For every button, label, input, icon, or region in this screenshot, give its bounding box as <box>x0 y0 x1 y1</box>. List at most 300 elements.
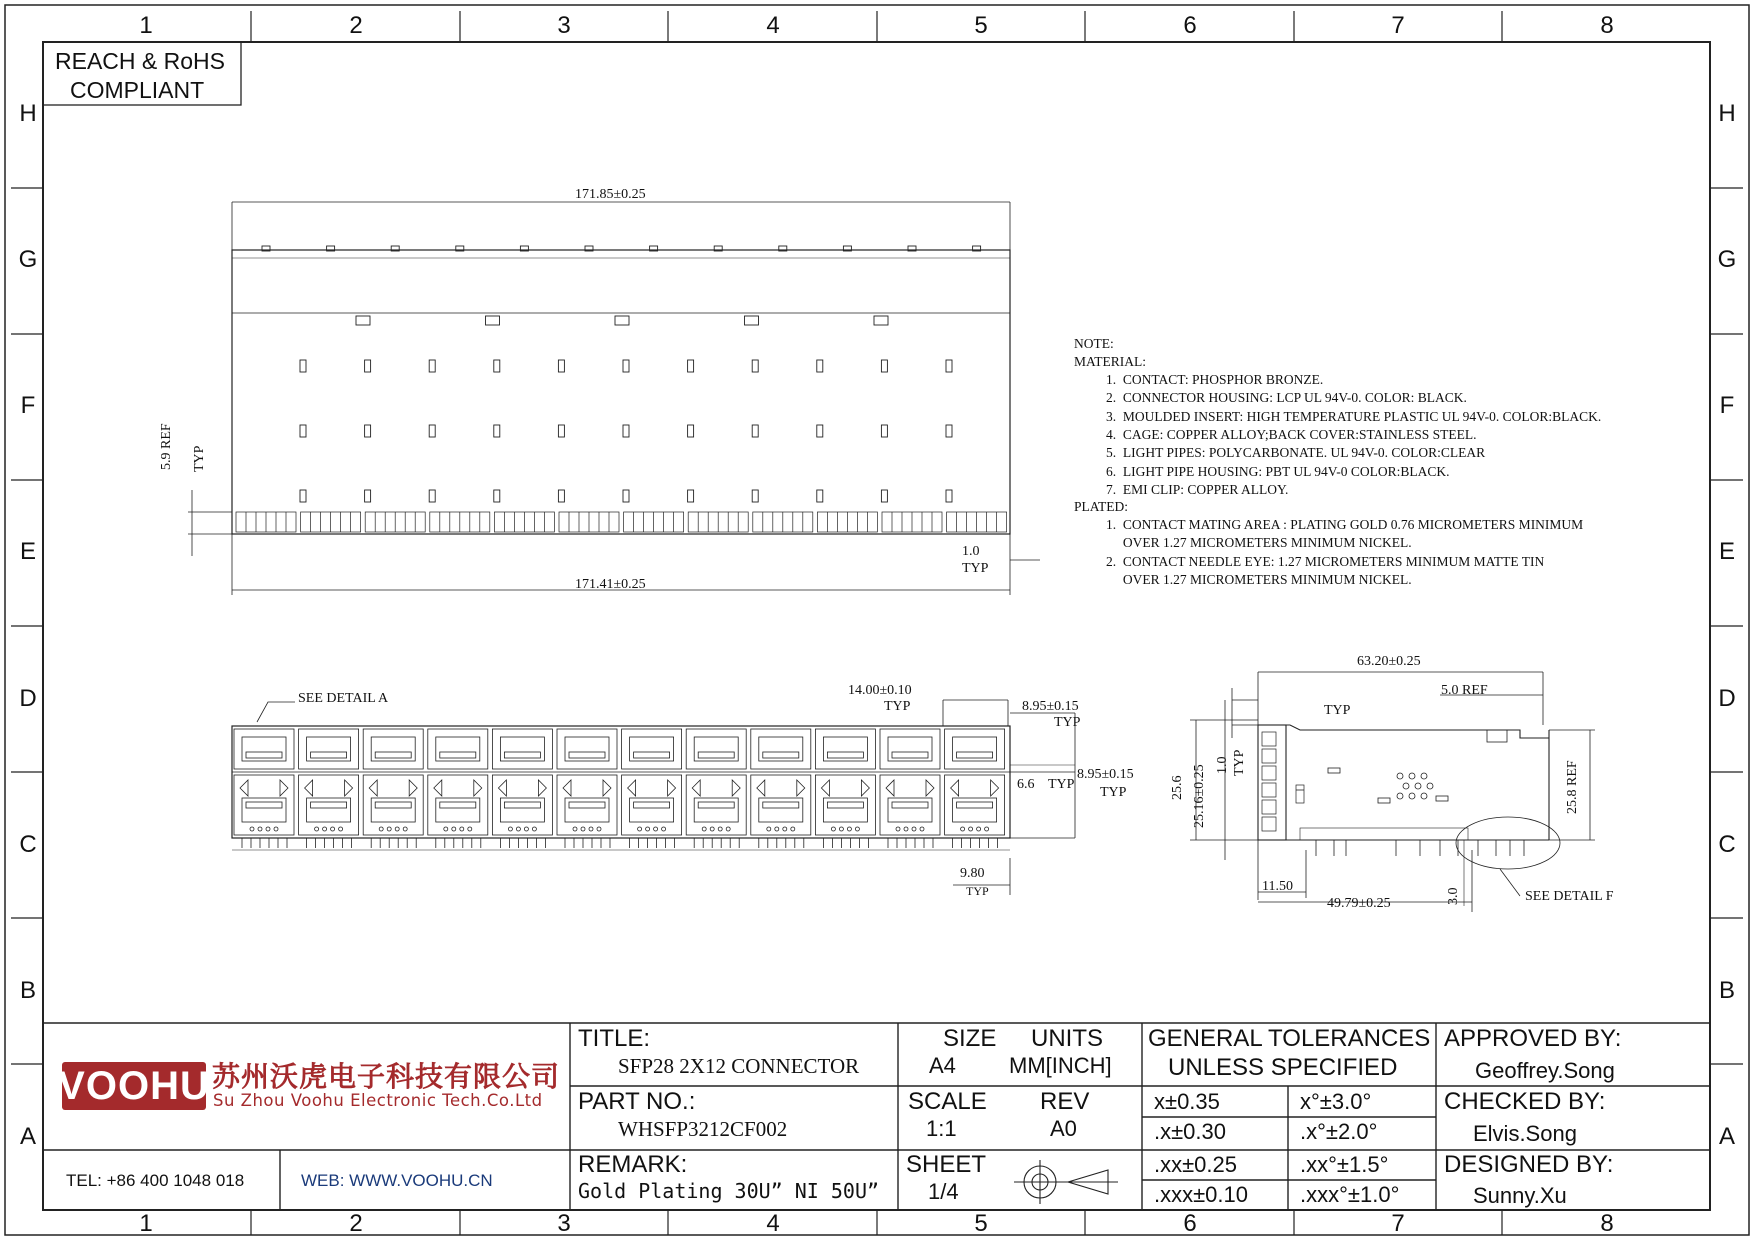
size-label: SIZE <box>943 1025 997 1052</box>
port-upper <box>751 729 811 769</box>
led-dot <box>331 827 335 831</box>
cage-tab <box>615 316 629 325</box>
column-label-top: 2 <box>349 12 363 39</box>
led-dot <box>315 827 319 831</box>
cage-slot <box>881 360 887 372</box>
led-dot <box>726 827 730 831</box>
light-pipe-right <box>668 780 676 796</box>
top-view <box>188 202 1040 595</box>
port-lower-opening <box>953 798 997 822</box>
port-lower-contacts <box>246 802 282 808</box>
light-pipe-right <box>732 780 740 796</box>
led-dot <box>468 827 472 831</box>
front-view <box>232 700 1075 898</box>
rev-value: A0 <box>1050 1116 1077 1141</box>
dim-right-typ: TYP <box>962 561 989 576</box>
row-label-left: E <box>19 538 37 565</box>
led-dot <box>395 827 399 831</box>
compliance-line-1: REACH & RoHS <box>55 48 225 74</box>
port-upper-contacts <box>375 752 411 758</box>
port-upper-contacts <box>698 752 734 758</box>
led-dot <box>516 827 520 831</box>
port-lower-contacts <box>440 802 476 808</box>
cage-slot <box>688 425 694 437</box>
led-dot <box>767 827 771 831</box>
row-label-right: E <box>1718 538 1736 565</box>
led-dot <box>274 827 278 831</box>
led-dot <box>654 827 658 831</box>
dim-980-typ: TYP <box>966 884 989 898</box>
dim-right-value: 1.0 <box>962 544 980 559</box>
vent-hole <box>1415 783 1421 789</box>
dim-side-258: 25.8 REF <box>1565 760 1580 814</box>
size-value: A4 <box>929 1053 956 1078</box>
port-upper-opening <box>888 737 932 761</box>
side-step <box>1262 732 1276 746</box>
company-name-chinese: 苏州沃虎电子科技有限公司 <box>212 1060 561 1093</box>
scale-label: SCALE <box>908 1088 987 1115</box>
column-label-bottom: 4 <box>766 1210 780 1237</box>
cage-slot <box>752 425 758 437</box>
dim-side-typ: TYP <box>1324 703 1351 718</box>
port-upper-opening <box>242 737 286 761</box>
led-dot <box>839 827 843 831</box>
led-dot <box>452 827 456 831</box>
led-dot <box>977 827 981 831</box>
note-material-item: 2. CONNECTOR HOUSING: LCP UL 94V-0. COLOR: BLACK. <box>1106 390 1467 406</box>
led-dot <box>961 827 965 831</box>
cage-slot <box>300 425 306 437</box>
projection-symbol <box>1014 1160 1118 1204</box>
led-dot <box>985 827 989 831</box>
dim-895-a: 8.95±0.15 <box>1022 699 1079 714</box>
top-view-bottom-fingers <box>236 512 1007 532</box>
dim-side-256: 25.6 <box>1170 775 1185 800</box>
led-dot <box>646 827 650 831</box>
note-material-item: 6. LIGHT PIPE HOUSING: PBT UL 94V-0 COLOR:BLACK. <box>1106 463 1450 479</box>
tolerance-angular: x°±3.0° <box>1300 1089 1372 1114</box>
row-label-right: A <box>1718 1123 1736 1150</box>
port-lower-contacts <box>634 802 670 808</box>
column-label-top: 3 <box>557 12 571 39</box>
column-label-bottom: 3 <box>557 1210 571 1237</box>
partno-label: PART NO.: <box>578 1088 696 1115</box>
port-lower-opening <box>242 798 286 822</box>
side-step <box>1262 817 1276 831</box>
see-detail-f: SEE DETAIL F <box>1525 889 1614 904</box>
title-value: SFP28 2X12 CONNECTOR <box>618 1054 860 1078</box>
cage-slot <box>688 490 694 502</box>
light-pipe-left <box>369 780 377 796</box>
port-upper <box>945 729 1005 769</box>
led-dot <box>581 827 585 831</box>
led-dot <box>718 827 722 831</box>
light-pipe-right <box>603 780 611 796</box>
led-dot <box>444 827 448 831</box>
led-dot <box>460 827 464 831</box>
led-dot <box>589 827 593 831</box>
port-upper-contacts <box>440 752 476 758</box>
dim-left-ref: 5.9 REF <box>159 423 174 470</box>
port-upper-opening <box>953 737 997 761</box>
port-lower-opening <box>436 798 480 822</box>
port-upper <box>557 729 617 769</box>
cage-slot <box>946 360 952 372</box>
vent-hole <box>1403 783 1409 789</box>
port-upper-contacts <box>892 752 928 758</box>
dim-side-ref: 5.0 REF <box>1441 683 1488 698</box>
approved-label: APPROVED BY: <box>1444 1025 1622 1052</box>
port-lower <box>299 775 359 835</box>
cage-slot <box>817 360 823 372</box>
note-plated-item: OVER 1.27 MICROMETERS MINIMUM NICKEL. <box>1106 571 1412 587</box>
port-upper-contacts <box>569 752 605 758</box>
compliance-line-2: COMPLIANT <box>70 77 205 103</box>
tolerance-linear: x±0.35 <box>1154 1089 1220 1114</box>
cage-slot <box>946 490 952 502</box>
cage-slot <box>429 425 435 437</box>
port-upper-contacts <box>957 752 993 758</box>
port-upper-opening <box>694 737 738 761</box>
dim-66: 6.6 <box>1017 777 1035 792</box>
led-dot <box>855 827 859 831</box>
units-label: UNITS <box>1031 1025 1103 1052</box>
led-dot <box>847 827 851 831</box>
port-upper-opening <box>823 737 867 761</box>
led-dot <box>791 827 795 831</box>
side-view-vent-holes <box>1397 773 1433 799</box>
row-label-right: F <box>1719 392 1735 419</box>
column-label-bottom: 8 <box>1600 1210 1614 1237</box>
port-lower-contacts <box>892 802 928 808</box>
led-dot <box>339 827 343 831</box>
led-dot <box>912 827 916 831</box>
port-upper-opening <box>307 737 351 761</box>
checked-value: Elvis.Song <box>1473 1121 1577 1146</box>
port-lower <box>751 775 811 835</box>
note-material-item: 5. LIGHT PIPES: POLYCARBONATE. UL 94V-0. COLOR:CLEAR <box>1106 445 1486 461</box>
dim-side-30: 3.0 <box>1446 887 1461 905</box>
column-label-bottom: 6 <box>1183 1210 1197 1237</box>
led-dot <box>638 827 642 831</box>
scale-value: 1:1 <box>926 1116 957 1141</box>
dim-left-typ: TYP <box>192 445 207 472</box>
tolerance-heading-1: GENERAL TOLERANCES <box>1148 1025 1431 1052</box>
port-lower-opening <box>823 798 867 822</box>
cage-slot <box>300 360 306 372</box>
dim-895-b: 8.95±0.15 <box>1077 767 1134 782</box>
port-upper-opening <box>630 737 674 761</box>
row-label-right: G <box>1717 246 1737 273</box>
light-pipe-left <box>886 780 894 796</box>
cage-slot <box>688 360 694 372</box>
dim-66-typ: TYP <box>1048 777 1075 792</box>
port-upper-contacts <box>763 752 799 758</box>
dim-bottom-width: 171.41±0.25 <box>575 577 646 592</box>
port-upper <box>299 729 359 769</box>
light-pipe-right <box>345 780 353 796</box>
front-view-ports <box>234 729 1005 848</box>
partno-value: WHSFP3212CF002 <box>618 1117 788 1141</box>
row-label-right: B <box>1718 977 1736 1004</box>
light-pipe-right <box>538 780 546 796</box>
port-lower-contacts <box>827 802 863 808</box>
port-lower-contacts <box>375 802 411 808</box>
vent-hole <box>1427 783 1433 789</box>
note-plated-item: 2. CONTACT NEEDLE EYE: 1.27 MICROMETERS MINIMUM MATTE TIN <box>1106 553 1545 569</box>
light-pipe-left <box>692 780 700 796</box>
led-dot <box>379 827 383 831</box>
tolerance-heading-2: UNLESS SPECIFIED <box>1168 1054 1398 1081</box>
port-upper <box>363 729 423 769</box>
designed-value: Sunny.Xu <box>1473 1183 1567 1208</box>
port-lower-opening <box>694 798 738 822</box>
tolerance-linear: .xx±0.25 <box>1154 1152 1238 1177</box>
column-label-top: 5 <box>974 12 988 39</box>
led-dot <box>969 827 973 831</box>
row-label-left: A <box>19 1123 37 1150</box>
dim-895-b-typ: TYP <box>1100 785 1127 800</box>
led-dot <box>266 827 270 831</box>
row-label-right: H <box>1718 100 1736 127</box>
dim-side-2516: 25.16±0.25 <box>1192 764 1207 828</box>
dim-side-10-typ: TYP <box>1232 749 1247 776</box>
light-pipe-right <box>280 780 288 796</box>
side-view-pins <box>1316 840 1524 856</box>
vent-hole <box>1421 773 1427 779</box>
port-lower-opening <box>371 798 415 822</box>
dim-side-1150: 11.50 <box>1262 879 1293 894</box>
vent-hole <box>1397 773 1403 779</box>
vent-hole <box>1409 793 1415 799</box>
light-pipe-right <box>991 780 999 796</box>
cage-slot <box>429 490 435 502</box>
port-lower-opening <box>307 798 351 822</box>
column-label-top: 6 <box>1183 12 1197 39</box>
tolerance-linear: .x±0.30 <box>1154 1119 1227 1144</box>
led-dot <box>524 827 528 831</box>
dim-side-10: 1.0 <box>1215 756 1230 774</box>
cage-tab <box>745 316 759 325</box>
tolerance-angular: .xxx°±1.0° <box>1300 1182 1400 1207</box>
led-dot <box>662 827 666 831</box>
column-label-top: 8 <box>1600 12 1614 39</box>
column-label-bottom: 1 <box>139 1210 153 1237</box>
see-detail-a: SEE DETAIL A <box>298 691 389 706</box>
rev-label: REV <box>1040 1088 1090 1115</box>
website-link[interactable]: WEB: WWW.VOOHU.CN <box>301 1171 493 1190</box>
cage-slot <box>881 425 887 437</box>
light-pipe-right <box>474 780 482 796</box>
port-lower <box>686 775 746 835</box>
cage-tab <box>874 316 888 325</box>
checked-label: CHECKED BY: <box>1444 1088 1606 1115</box>
port-upper <box>622 729 682 769</box>
note-material-item: 3. MOULDED INSERT: HIGH TEMPERATURE PLASTIC UL 94V-0. COLOR:BLACK. <box>1106 408 1602 424</box>
tolerance-angular: .xx°±1.5° <box>1300 1152 1389 1177</box>
row-ticks <box>11 188 1743 1064</box>
note-plated-item: 1. CONTACT MATING AREA : PLATING GOLD 0.76 MICROMETERS MINIMUM <box>1106 517 1584 532</box>
port-upper-contacts <box>634 752 670 758</box>
light-pipe-left <box>628 780 636 796</box>
port-upper <box>492 729 552 769</box>
port-lower <box>557 775 617 835</box>
note-plated-heading: PLATED: <box>1074 499 1128 514</box>
port-upper <box>234 729 294 769</box>
led-dot <box>573 827 577 831</box>
dim-top-width: 171.85±0.25 <box>575 187 646 202</box>
side-view-steps <box>1262 732 1276 831</box>
port-upper-opening <box>371 737 415 761</box>
cage-slot <box>300 490 306 502</box>
led-dot <box>775 827 779 831</box>
approved-value: Geoffrey.Song <box>1475 1058 1615 1083</box>
port-lower <box>815 775 875 835</box>
light-pipe-left <box>434 780 442 796</box>
light-pipe-left <box>498 780 506 796</box>
led-dot <box>783 827 787 831</box>
remark-value: Gold Plating 30U” NI 50U” <box>578 1179 880 1203</box>
column-label-bottom: 2 <box>349 1210 363 1237</box>
light-pipe-right <box>409 780 417 796</box>
led-dot <box>597 827 601 831</box>
tolerance-linear: .xxx±0.10 <box>1154 1182 1249 1207</box>
port-upper-contacts <box>504 752 540 758</box>
dim-side-4979: 49.79±0.25 <box>1327 896 1391 911</box>
cage-slot <box>817 490 823 502</box>
dim-port-pitch: 14.00±0.10 <box>848 683 912 698</box>
led-dot <box>258 827 262 831</box>
port-lower-contacts <box>569 802 605 808</box>
vent-hole <box>1409 773 1415 779</box>
port-upper-contacts <box>311 752 347 758</box>
dim-895-a-typ: TYP <box>1054 715 1081 730</box>
port-lower-contacts <box>957 802 993 808</box>
remark-label: REMARK: <box>578 1151 688 1178</box>
led-dot <box>702 827 706 831</box>
row-label-left: F <box>20 392 36 419</box>
port-lower <box>945 775 1005 835</box>
row-label-right: D <box>1718 685 1736 712</box>
note-material-item: 1. CONTACT: PHOSPHOR BRONZE. <box>1106 372 1324 387</box>
cage-slot <box>623 425 629 437</box>
port-upper <box>686 729 746 769</box>
cage-tab <box>486 316 500 325</box>
cage-slot <box>558 490 564 502</box>
led-dot <box>387 827 391 831</box>
port-lower <box>880 775 940 835</box>
cage-slot <box>623 360 629 372</box>
port-upper-opening <box>565 737 609 761</box>
note-material-heading: MATERIAL: <box>1074 354 1146 369</box>
port-lower-contacts <box>698 802 734 808</box>
port-lower <box>363 775 423 835</box>
port-lower-contacts <box>311 802 347 808</box>
vent-hole <box>1397 793 1403 799</box>
port-upper <box>880 729 940 769</box>
units-value: MM[INCH] <box>1009 1053 1112 1078</box>
port-lower <box>234 775 294 835</box>
port-upper-contacts <box>827 752 863 758</box>
light-pipe-left <box>951 780 959 796</box>
side-step <box>1262 783 1276 797</box>
port-upper-opening <box>436 737 480 761</box>
port-lower <box>428 775 488 835</box>
side-step <box>1262 749 1276 763</box>
led-dot <box>920 827 924 831</box>
column-label-top: 4 <box>766 12 780 39</box>
cage-slot <box>494 360 500 372</box>
sheet-label: SHEET <box>906 1151 987 1178</box>
dim-980: 9.80 <box>960 866 985 881</box>
port-lower-opening <box>500 798 544 822</box>
row-label-left: H <box>19 100 37 127</box>
column-label-bottom: 7 <box>1391 1210 1405 1237</box>
side-view <box>1190 672 1595 912</box>
led-dot <box>508 827 512 831</box>
dim-side-width: 63.20±0.25 <box>1357 654 1421 669</box>
row-label-left: G <box>18 246 38 273</box>
row-label-left: B <box>19 977 37 1004</box>
cage-slot <box>494 490 500 502</box>
cage-slot <box>429 360 435 372</box>
port-upper <box>815 729 875 769</box>
port-upper-opening <box>500 737 544 761</box>
cage-slot <box>881 490 887 502</box>
led-dot <box>896 827 900 831</box>
company-name-english: Su Zhou Voohu Electronic Tech.Co.Ltd <box>213 1091 543 1110</box>
light-pipe-left <box>821 780 829 796</box>
column-label-top: 7 <box>1391 12 1405 39</box>
port-lower <box>622 775 682 835</box>
light-pipe-right <box>926 780 934 796</box>
led-dot <box>532 827 536 831</box>
cage-slot <box>817 425 823 437</box>
dim-port-pitch-typ: TYP <box>884 699 911 714</box>
light-pipe-left <box>757 780 765 796</box>
cage-slot <box>558 425 564 437</box>
cage-slot <box>946 425 952 437</box>
port-upper-opening <box>759 737 803 761</box>
light-pipe-left <box>563 780 571 796</box>
cage-slot <box>558 360 564 372</box>
port-upper <box>428 729 488 769</box>
led-dot <box>831 827 835 831</box>
row-label-left: D <box>19 685 37 712</box>
designed-label: DESIGNED BY: <box>1444 1151 1614 1178</box>
cage-tab <box>356 316 370 325</box>
light-pipe-right <box>861 780 869 796</box>
port-lower-contacts <box>504 802 540 808</box>
side-step <box>1262 766 1276 780</box>
voohu-logo: VOOHU <box>62 1062 206 1110</box>
led-dot <box>403 827 407 831</box>
port-lower-opening <box>630 798 674 822</box>
row-label-left: C <box>19 831 37 858</box>
vent-hole <box>1421 793 1427 799</box>
cage-slot <box>365 425 371 437</box>
port-lower-contacts <box>763 802 799 808</box>
light-pipe-left <box>240 780 248 796</box>
port-lower <box>492 775 552 835</box>
cage-slot <box>752 490 758 502</box>
sheet-value: 1/4 <box>928 1179 959 1204</box>
port-lower-opening <box>759 798 803 822</box>
led-dot <box>323 827 327 831</box>
light-pipe-left <box>305 780 313 796</box>
column-label-bottom: 5 <box>974 1210 988 1237</box>
cage-slot <box>752 360 758 372</box>
